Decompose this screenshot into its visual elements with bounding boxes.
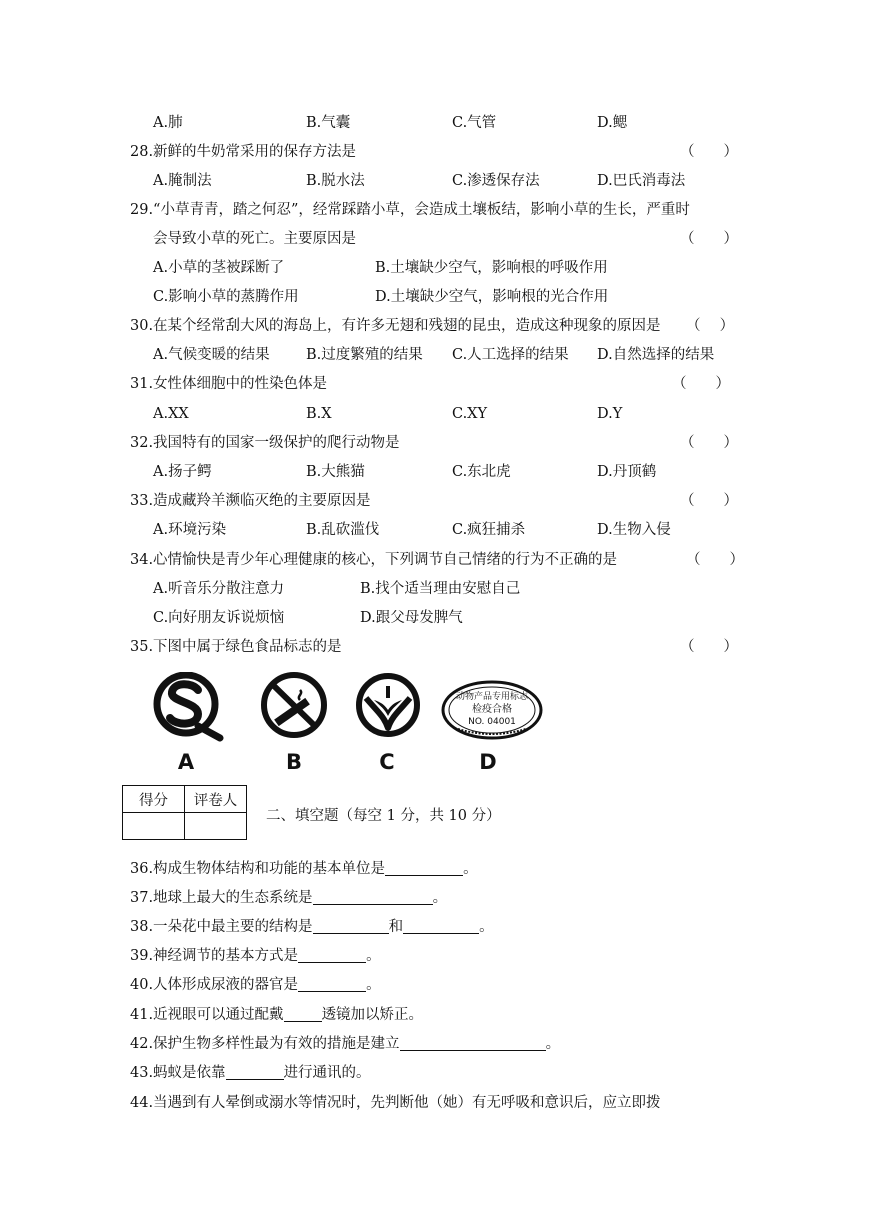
q29-stem-line2: 会导致小草的死亡。主要原因是 <box>153 231 356 247</box>
q44-text: 44.当遇到有人晕倒或溺水等情况时，先判断他（她）有无呼吸和意识后，应立即拨 <box>130 1095 661 1111</box>
q31-option-d: D.Y <box>597 406 623 422</box>
q38-blank-2[interactable] <box>403 917 479 934</box>
q43-blank[interactable] <box>226 1063 284 1080</box>
q34-option-b: B.找个适当理由安慰自己 <box>360 581 521 597</box>
logo-label-b: B <box>285 750 302 774</box>
logo-label-d: D <box>479 750 497 774</box>
q33-option-d: D.生物入侵 <box>597 522 671 538</box>
q29-option-c: C.影响小草的蒸腾作用 <box>153 289 299 305</box>
q33-option-c: C.疯狂捕杀 <box>452 522 526 538</box>
q28-option-b: B.脱水法 <box>306 173 365 189</box>
q35-answer-paren: （ ） <box>680 639 738 655</box>
q40-text: 40.人体形成尿液的器官是 <box>130 977 299 993</box>
q41-end: 透镜加以矫正。 <box>321 1007 424 1023</box>
logo-label-a: A <box>177 750 195 774</box>
q30-stem: 30.在某个经常刮大风的海岛上，有许多无翅和残翅的昆虫，造成这种现象的原因是 <box>130 318 661 334</box>
q33-option-a: A.环境污染 <box>153 522 227 538</box>
q44 <box>130 1092 661 1114</box>
q34-answer-paren: （ ） <box>686 552 744 568</box>
q32-option-b: B.大熊猫 <box>306 464 365 480</box>
q28-option-c: C.渗透保存法 <box>452 173 540 189</box>
q27-option-c: C.气管 <box>452 115 497 131</box>
q36 <box>130 858 478 880</box>
q37 <box>130 887 447 909</box>
grader-cell[interactable] <box>185 813 247 840</box>
q28-stem: 28.新鲜的牛奶常采用的保存方法是 <box>130 144 357 160</box>
logo-label-c: C <box>379 750 395 774</box>
q36-blank[interactable] <box>385 859 463 876</box>
q36-end: 。 <box>463 861 478 877</box>
q31-option-a: A.XX <box>153 406 189 422</box>
q32-stem: 32.我国特有的国家一级保护的爬行动物是 <box>130 435 400 451</box>
seal-number-text: NO. 04001 <box>468 717 516 727</box>
q35-stem: 35.下图中属于绿色食品标志的是 <box>130 639 342 655</box>
q31-answer-paren: （ ） <box>672 376 730 392</box>
q43 <box>130 1062 371 1084</box>
score-cell[interactable] <box>123 813 185 840</box>
seal-top-text: 动物产品专用标志 <box>455 692 529 702</box>
q39 <box>130 945 381 967</box>
q34-option-d: D.跟父母发脾气 <box>360 610 463 626</box>
q41-text: 41.近视眼可以通过配戴 <box>130 1007 284 1023</box>
q39-blank[interactable] <box>298 946 366 963</box>
q32-option-d: D.丹顶鹤 <box>597 464 657 480</box>
q42-end: 。 <box>545 1036 561 1052</box>
q38-mid: 和 <box>388 919 404 935</box>
qs-logo-icon <box>152 672 224 742</box>
q30-answer-paren: （ ） <box>686 318 735 334</box>
q33-answer-paren: （ ） <box>680 493 738 509</box>
q38-text: 38.一朵花中最主要的结构是 <box>130 919 313 935</box>
q37-text: 37.地球上最大的生态系统是 <box>130 890 313 906</box>
q38-end: 。 <box>479 919 494 935</box>
q32-option-c: C.东北虎 <box>452 464 511 480</box>
q27-option-a: A.肺 <box>153 115 183 131</box>
q32-option-a: A.扬子鳄 <box>153 464 212 480</box>
q43-text: 43.蚂蚁是依靠 <box>130 1065 226 1081</box>
q30-option-a: A.气候变暖的结果 <box>153 347 270 363</box>
q31-stem: 31.女性体细胞中的性染色体是 <box>130 376 328 392</box>
quarantine-seal-icon <box>440 679 544 741</box>
q33-option-b: B.乱砍滥伐 <box>306 522 380 538</box>
q30-option-b: B.过度繁殖的结果 <box>306 347 423 363</box>
q34-option-a: A.听音乐分散注意力 <box>153 581 285 597</box>
q30-option-c: C.人工选择的结果 <box>452 347 569 363</box>
q40-blank[interactable] <box>298 975 366 992</box>
q39-end: 。 <box>366 948 381 964</box>
q42 <box>130 1033 560 1055</box>
q29-option-b: B.土壤缺少空气，影响根的呼吸作用 <box>375 260 608 276</box>
grader-header: 评卷人 <box>185 786 247 813</box>
q36-text: 36.构成生物体结构和功能的基本单位是 <box>130 861 386 877</box>
q42-text: 42.保护生物多样性最为有效的措施是建立 <box>130 1036 400 1052</box>
section2-title: 二、填空题（每空 1 分，共 10 分） <box>266 808 501 824</box>
q28-option-a: A.腌制法 <box>153 173 212 189</box>
q37-blank[interactable] <box>313 888 433 905</box>
green-food-logo-icon <box>354 672 422 738</box>
q29-option-a: A.小草的茎被踩断了 <box>153 260 285 276</box>
q40 <box>130 974 381 996</box>
q38-blank-1[interactable] <box>313 917 389 934</box>
q28-answer-paren: （ ） <box>680 144 738 160</box>
q29-answer-paren: （ ） <box>680 231 738 247</box>
q41 <box>130 1004 423 1026</box>
q43-end: 进行通讯的。 <box>283 1065 371 1081</box>
q31-option-b: B.X <box>306 406 332 422</box>
q39-text: 39.神经调节的基本方式是 <box>130 948 299 964</box>
q29-option-d: D.土壤缺少空气，影响根的光合作用 <box>375 289 609 305</box>
q27-option-d: D.鳃 <box>597 115 628 131</box>
q33-stem: 33.造成藏羚羊濒临灭绝的主要原因是 <box>130 493 371 509</box>
q31-option-c: C.XY <box>452 406 488 422</box>
score-header: 得分 <box>123 786 185 813</box>
seal-mid-text: 检疫合格 <box>472 704 512 715</box>
q34-stem: 34.心情愉快是青少年心理健康的核心，下列调节自己情绪的行为不正确的是 <box>130 552 618 568</box>
no-smoking-logo-icon <box>256 672 332 738</box>
q32-answer-paren: （ ） <box>680 435 738 451</box>
q42-blank[interactable] <box>400 1034 546 1051</box>
q37-end: 。 <box>432 890 448 906</box>
q34-option-c: C.向好朋友诉说烦恼 <box>153 610 285 626</box>
q27-option-b: B.气囊 <box>306 115 351 131</box>
score-table <box>122 785 247 840</box>
q28-option-d: D.巴氏消毒法 <box>597 173 686 189</box>
q40-end: 。 <box>366 977 381 993</box>
q29-stem-line1: 29.“小草青青，踏之何忍”，经常踩踏小草，会造成土壤板结，影响小草的生长，严重时 <box>130 202 690 218</box>
q41-blank[interactable] <box>284 1005 322 1022</box>
q38 <box>130 916 494 938</box>
q30-option-d: D.自然选择的结果 <box>597 347 715 363</box>
